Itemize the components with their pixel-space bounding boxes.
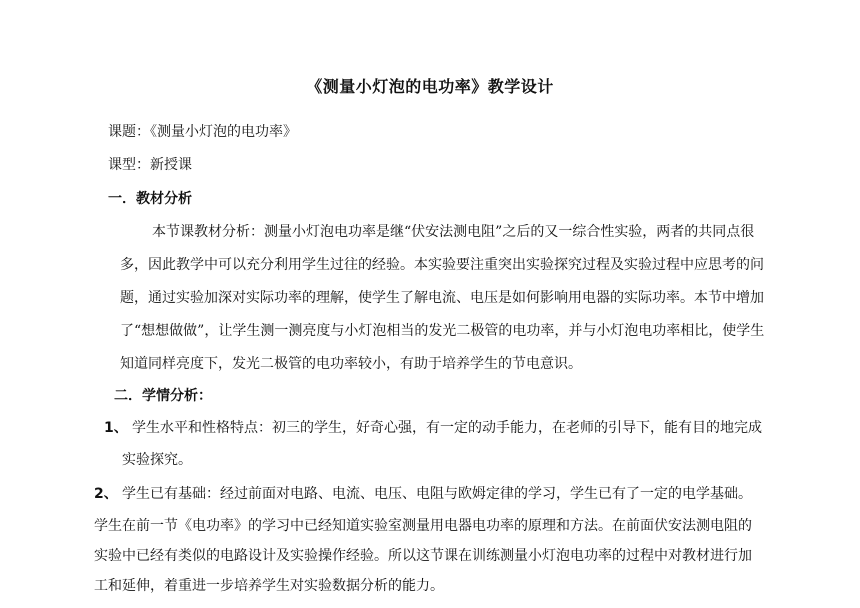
list-number: 2、 <box>94 486 118 502</box>
section1-line-1: 本节课教材分析：测量小灯泡电功率是继“伏安法测电阻”之后的又一综合性实验，两者的共同点很 <box>152 224 755 240</box>
section2-item1-line1: 学生水平和性格特点：初三的学生，好奇心强，有一定的动手能力，在老师的引导下，能有目的地完成 <box>132 420 762 436</box>
section2-item1-number <box>104 418 128 438</box>
section1-heading: 一．教材分析 <box>108 191 192 207</box>
section2-item1-line2: 实验探究。 <box>122 452 192 468</box>
section2-item2-number <box>94 484 118 504</box>
section1-line-3: 题，通过实验加深对实际功率的理解，使学生了解电流、电压是如何影响用电器的实际功率。本节中增加 <box>120 290 764 306</box>
paragraph-line-1: 学生在前一节《电功率》的学习中已经知道实验室测量用电器电功率的原理和方法。在前面伏安法测电阻的 <box>94 518 752 534</box>
section2-heading: 二．学情分析： <box>114 388 212 404</box>
list-number: 1、 <box>104 420 128 436</box>
lesson-type-line: 课型：新授课 <box>108 157 192 173</box>
section1-line-5: 知道同样亮度下，发光二极管的电功率较小，有助于培养学生的节电意识。 <box>120 356 582 372</box>
section1-line-2: 多，因此教学中可以充分利用学生过往的经验。本实验要注重突出实验探究过程及实验过程中应思考的问 <box>120 257 764 273</box>
paragraph-line-2: 实验中已经有类似的电路设计及实验操作经验。所以这节课在训练测量小灯泡电功率的过程中对教材进行加 <box>94 548 752 564</box>
document-title: 《测量小灯泡的电功率》教学设计 <box>306 77 554 96</box>
section1-line-4: 了“想想做做”，让学生测一测亮度与小灯泡相当的发光二极管的电功率，并与小灯泡电功率相比，使学生 <box>120 323 765 339</box>
section2-item2-line1: 学生已有基础：经过前面对电路、电流、电压、电阻与欧姆定律的学习，学生已有了一定的电学基础。 <box>122 486 752 502</box>
topic-line: 课题：《测量小灯泡的电功率》 <box>108 124 297 140</box>
paragraph-line-3: 工和延伸，着重进一步培养学生对实验数据分析的能力。 <box>94 578 444 594</box>
